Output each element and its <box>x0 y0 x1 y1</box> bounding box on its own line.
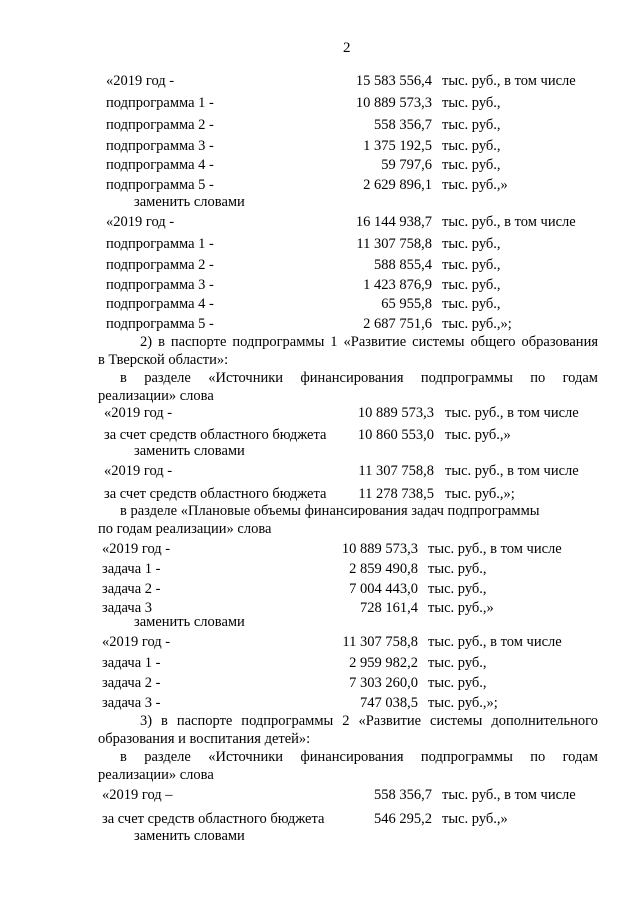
paragraph-line: в разделе «Источники финансирования подпрограммы по годам <box>120 749 598 765</box>
row-amount: 546 295,2 <box>374 811 432 827</box>
row-label: задача 3 <box>102 600 152 616</box>
row-unit: тыс. руб., <box>442 236 501 252</box>
row-amount: 10 889 573,3 <box>341 541 418 557</box>
row-unit: тыс. руб., в том числе <box>445 405 579 421</box>
row-unit: тыс. руб., <box>442 257 501 273</box>
row-unit: тыс. руб.,»; <box>445 486 515 502</box>
row-unit: тыс. руб., <box>442 138 501 154</box>
row-label: «2019 год – <box>102 787 173 803</box>
row-unit: тыс. руб.,» <box>445 427 511 443</box>
row-unit: тыс. руб., в том числе <box>445 463 579 479</box>
row-label: «2019 год - <box>102 541 171 557</box>
paragraph-3 <box>98 502 598 538</box>
row-amount: 558 356,7 <box>374 117 432 133</box>
row-label: подпрограмма 1 - <box>106 236 214 252</box>
row-amount: 16 144 938,7 <box>355 214 432 230</box>
paragraph-line: реализации» слова <box>98 388 214 404</box>
row-amount: 11 307 758,8 <box>356 236 432 252</box>
row-label: «2019 год - <box>104 405 173 421</box>
row-unit: тыс. руб., <box>428 655 487 671</box>
row-amount: 15 583 556,4 <box>355 73 432 89</box>
row-unit: тыс. руб., в том числе <box>442 73 576 89</box>
row-amount: 7 004 443,0 <box>349 581 418 597</box>
row-label: за счет средств областного бюджета <box>104 486 327 502</box>
paragraph-line: образования и воспитания детей»: <box>98 731 311 747</box>
row-label: «2019 год - <box>106 73 175 89</box>
row-amount: 2 959 982,2 <box>349 655 418 671</box>
row-label: «2019 год - <box>106 214 175 230</box>
paragraph-line: по годам реализации» слова <box>98 521 272 537</box>
row-unit: тыс. руб.,»; <box>442 316 512 332</box>
row-label: подпрограмма 3 - <box>106 277 214 293</box>
row-unit: тыс. руб., <box>428 675 487 691</box>
row-amount: 728 161,4 <box>360 600 418 616</box>
row-amount: 59 797,6 <box>381 157 432 173</box>
replace-text: заменить словами <box>134 194 245 210</box>
row-label: задача 1 - <box>102 561 161 577</box>
paragraph-line: 2) в паспорте подпрограммы 1 «Развитие системы общего образования <box>140 334 598 350</box>
row-amount: 65 955,8 <box>381 296 432 312</box>
row-label: «2019 год - <box>102 634 171 650</box>
row-unit: тыс. руб., <box>442 157 501 173</box>
row-unit: тыс. руб., <box>428 581 487 597</box>
row-unit: тыс. руб., в том числе <box>442 214 576 230</box>
row-label: задача 3 - <box>102 695 161 711</box>
paragraph-2 <box>98 333 598 405</box>
row-label: «2019 год - <box>104 463 173 479</box>
row-label: подпрограмма 5 - <box>106 177 214 193</box>
row-label: подпрограмма 2 - <box>106 257 214 273</box>
row-label: подпрограмма 1 - <box>106 95 214 111</box>
row-amount: 10 860 553,0 <box>357 427 434 443</box>
row-unit: тыс. руб., <box>442 95 501 111</box>
replace-text: заменить словами <box>134 614 245 630</box>
replace-text: заменить словами <box>134 443 245 459</box>
row-amount: 2 687 751,6 <box>363 316 432 332</box>
row-amount: 10 889 573,3 <box>357 405 434 421</box>
row-label: подпрограмма 4 - <box>106 296 214 312</box>
row-unit: тыс. руб., в том числе <box>428 541 562 557</box>
row-unit: тыс. руб., <box>442 277 501 293</box>
row-amount: 1 375 192,5 <box>363 138 432 154</box>
row-amount: 10 889 573,3 <box>355 95 432 111</box>
row-amount: 7 303 260,0 <box>349 675 418 691</box>
row-label: подпрограмма 5 - <box>106 316 214 332</box>
row-amount: 747 038,5 <box>360 695 418 711</box>
row-label: за счет средств областного бюджета <box>104 427 327 443</box>
row-unit: тыс. руб., в том числе <box>442 787 576 803</box>
row-amount: 2 629 896,1 <box>363 177 432 193</box>
row-amount: 11 307 758,8 <box>342 634 418 650</box>
row-unit: тыс. руб., <box>442 117 501 133</box>
row-unit: тыс. руб.,» <box>428 600 494 616</box>
row-unit: тыс. руб., <box>442 296 501 312</box>
row-label: задача 2 - <box>102 675 161 691</box>
row-label: подпрограмма 3 - <box>106 138 214 154</box>
row-unit: тыс. руб.,» <box>442 811 508 827</box>
row-label: задача 2 - <box>102 581 161 597</box>
row-unit: тыс. руб., в том числе <box>428 634 562 650</box>
row-amount: 1 423 876,9 <box>363 277 432 293</box>
paragraph-line: в Тверской области»: <box>98 352 229 368</box>
row-amount: 2 859 490,8 <box>349 561 418 577</box>
paragraph-line: 3) в паспорте подпрограммы 2 «Развитие системы дополнительного <box>140 713 598 729</box>
paragraph-line: реализации» слова <box>98 767 214 783</box>
paragraph-4 <box>98 712 598 784</box>
row-unit: тыс. руб., <box>428 561 487 577</box>
row-label: подпрограмма 4 - <box>106 157 214 173</box>
row-amount: 558 356,7 <box>374 787 432 803</box>
replace-text: заменить словами <box>134 828 245 844</box>
page-number: 2 <box>343 40 351 56</box>
row-label: подпрограмма 2 - <box>106 117 214 133</box>
row-amount: 588 855,4 <box>374 257 432 273</box>
row-label: за счет средств областного бюджета <box>102 811 325 827</box>
row-amount: 11 307 758,8 <box>358 463 434 479</box>
row-amount: 11 278 738,5 <box>358 486 434 502</box>
row-unit: тыс. руб.,» <box>442 177 508 193</box>
paragraph-line: в разделе «Плановые объемы финансирования задач подпрограммы <box>120 503 540 519</box>
row-unit: тыс. руб.,»; <box>428 695 498 711</box>
paragraph-line: в разделе «Источники финансирования подпрограммы по годам <box>120 370 598 386</box>
row-label: задача 1 - <box>102 655 161 671</box>
